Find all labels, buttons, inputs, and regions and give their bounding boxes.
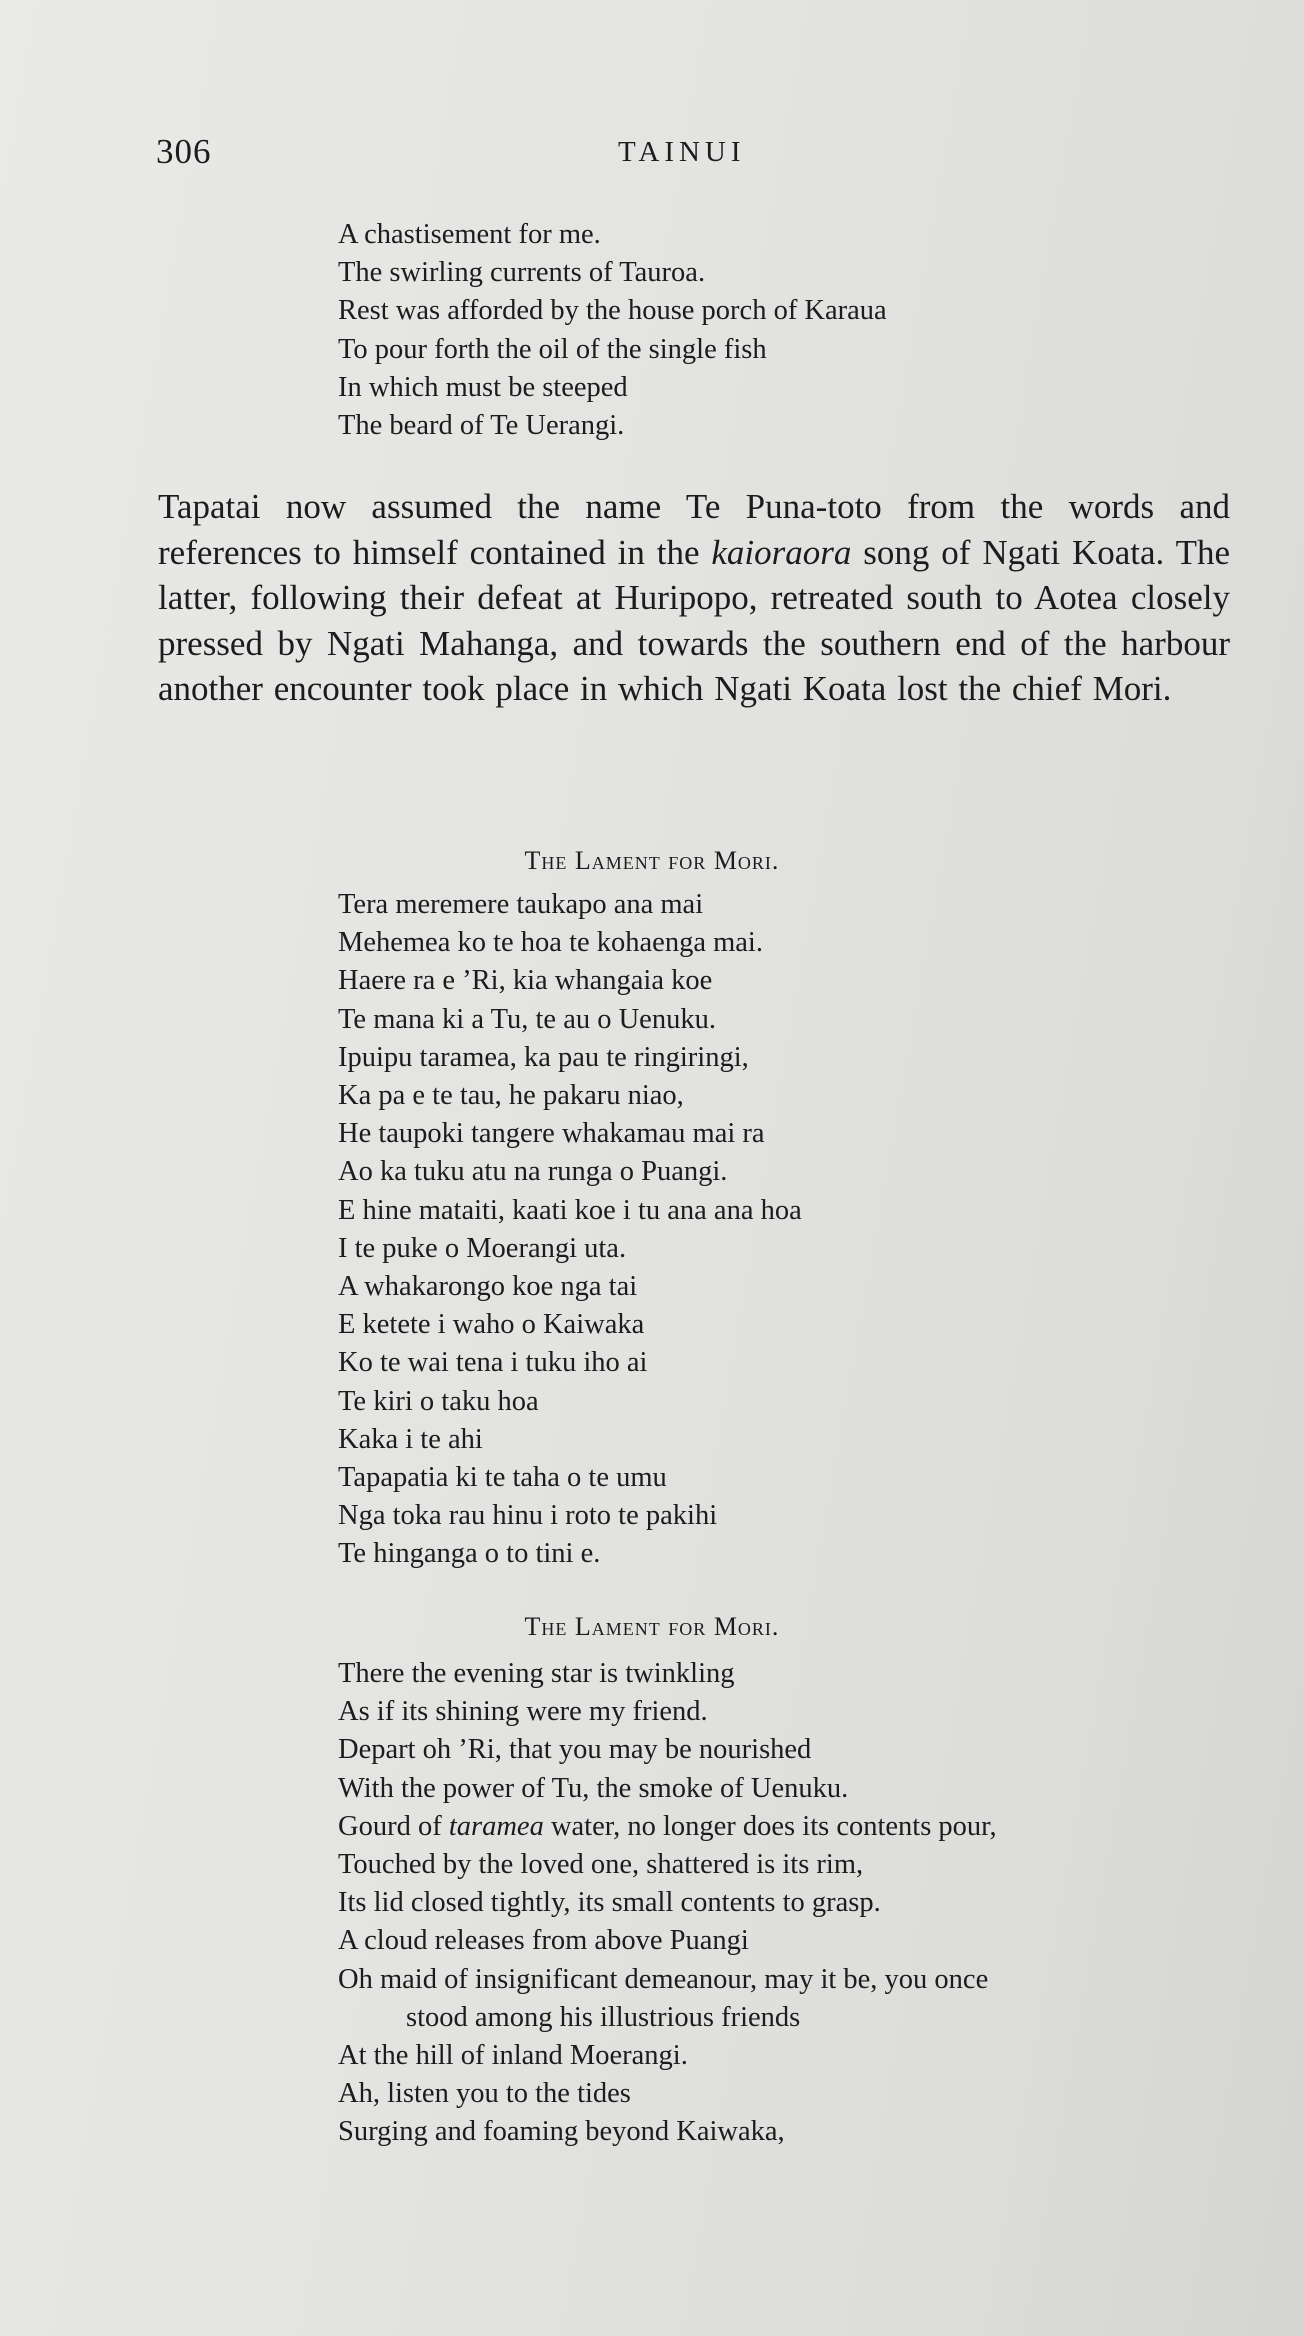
poem-line: To pour forth the oil of the single fish [338,333,767,365]
poem-line: Ao ka tuku atu na runga o Puangi. [338,1156,728,1188]
poem-line: Ka pa e te tau, he pakaru niao, [338,1080,684,1112]
poem-line: Surging and foaming beyond Kaiwaka, [338,2116,785,2148]
poem-line: E ketete i waho o Kaiwaka [338,1309,645,1341]
maori-lament [338,886,802,1574]
poem-line: Te kiri o taku hoa [338,1385,539,1417]
poem-line: Touched by the loved one, shattered is its rim, [338,1849,864,1881]
poem-line: With the power of Tu, the smoke of Uenuku. [338,1772,849,1804]
poem-line: Ah, listen you to the tides [338,2078,631,2110]
poem-line: At the hill of inland Moerangi. [338,2040,688,2072]
poem-line: Oh maid of insignificant demeanour, may it be, you once [338,1963,989,1995]
english-lament-title: The Lament for Mori. [524,1612,780,1641]
page-header [156,132,1236,182]
poem-line: E hine mataiti, kaati koe i tu ana ana hoa [338,1194,802,1226]
poem-line: Tera meremere taukapo ana mai [338,889,704,920]
poem-line: In which must be steeped [338,371,628,403]
english-lament [338,1655,997,2152]
poem-line-continuation: stood among his illustrious friends [406,2001,801,2033]
paragraph-text-start: Tapatai now assumed the name Te Puna-toto from the words and references to himself contained in the [158,487,1230,572]
poem-line: Te hinganga o to tini e. [338,1538,601,1570]
opening-poem [338,216,887,445]
page-number: 306 [156,132,212,171]
poem-line: Te mana ki a Tu, te au o Uenuku. [338,1003,716,1035]
poem-line: I te puke o Moerangi uta. [338,1232,627,1264]
paragraph-italic-term: kaioraora [711,532,852,572]
poem-line: There the evening star is twinkling [338,1658,735,1689]
poem-line: Ko te wai tena i tuku iho ai [338,1347,648,1379]
poem-line: A cloud releases from above Puangi [338,1925,749,1957]
poem-line: Nga toka rau hinu i roto te pakihi [338,1500,718,1532]
poem-line: Depart oh ’Ri, that you may be nourished [338,1734,812,1766]
gourd-line-italic: taramea [448,1810,544,1842]
poem-line: A chastisement for me. [338,219,601,250]
poem-line: He taupoki tangere whakamau mai ra [338,1118,765,1150]
poem-line: The swirling currents of Tauroa. [338,257,706,289]
poem-line: Its lid closed tightly, its small contents to grasp. [338,1887,881,1919]
poem-line: Kaka i te ahi [338,1423,483,1455]
gourd-line-start: Gourd of [338,1810,449,1842]
running-head: TAINUI [618,136,746,168]
poem-line: Mehemea ko te hoa te kohaenga mai. [338,927,763,959]
poem-line: Tapapatia ki te taha o te umu [338,1462,667,1494]
poem-line: As if its shining were my friend. [338,1696,708,1728]
poem-line: Haere ra e ’Ri, kia whangaia koe [338,965,713,997]
poem-line: Rest was afforded by the house porch of Karaua [338,295,887,327]
poem-line: A whakarongo koe nga tai [338,1271,638,1303]
paragraph-text-end: song of Ngati Koata. The latter, following their defeat at Huripopo, retreated south to Aotea closely pressed by Ngati Mahanga, and towards the southern end of the harbour another encounter took place in which Ngati Koata lost the chief Mori. [158,532,1230,709]
maori-lament-title: The Lament for Mori. [524,846,780,875]
poem-line: The beard of Te Uerangi. [338,410,625,442]
poem-line: Ipuipu taramea, ka pau te ringiringi, [338,1041,749,1073]
gourd-line-end: water, no longer does its contents pour, [543,1810,997,1842]
poem-line [338,1808,997,1846]
body-paragraph [158,484,1230,712]
